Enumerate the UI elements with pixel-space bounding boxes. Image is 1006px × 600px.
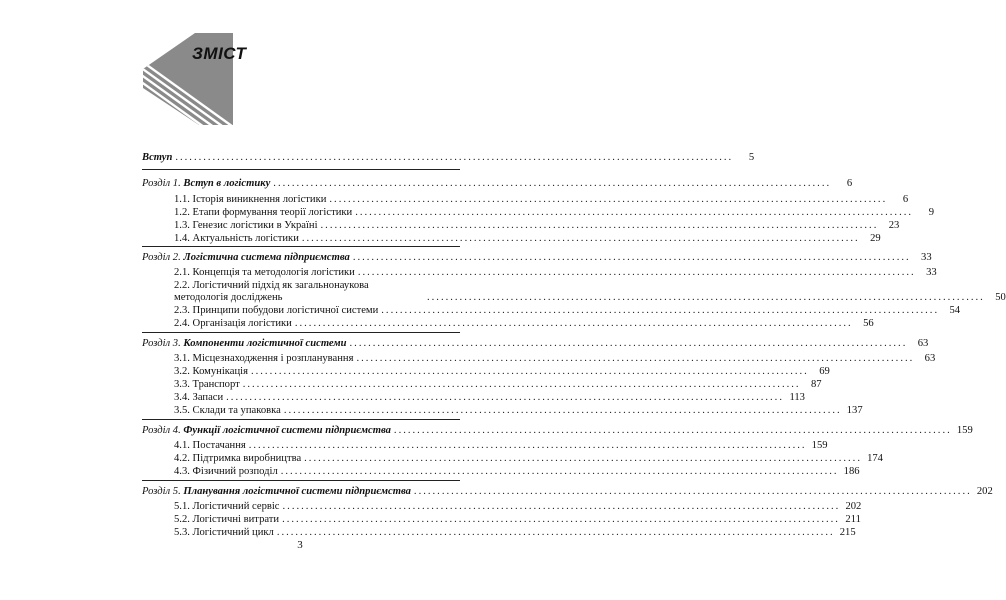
section-page: 137 — [846, 405, 863, 416]
section-page: 56 — [863, 318, 874, 329]
dot-leader: ........................................................................................................................ — [250, 366, 809, 377]
section-page: 215 — [839, 527, 856, 538]
dot-leader: ........................................................................................................................ — [273, 178, 832, 189]
chapter-page: 6 — [846, 178, 853, 189]
section-page: 63 — [924, 353, 936, 364]
toc-chapter-4[interactable] — [142, 425, 973, 437]
section-title: 1.2. Етапи формування теорії логістики — [174, 207, 353, 218]
dot-leader: ........................................................................................................................ — [282, 501, 841, 512]
dot-leader: ........................................................................................................................ — [226, 392, 784, 403]
section-title: 2.3. Принципи побудови логістичної системи — [174, 305, 379, 316]
section-page: 6 — [902, 194, 909, 205]
toc-section[interactable] — [174, 405, 863, 417]
dot-leader: ........................................................................................................................ — [175, 152, 734, 163]
chapter-title: Функції логістичної системи підприємства — [183, 425, 391, 436]
dot-leader: ........................................................................................................................ — [283, 405, 842, 416]
dot-leader: ........................................................................................................................ — [413, 486, 972, 497]
toc-section[interactable] — [174, 353, 936, 365]
intro-title: Вступ — [142, 152, 173, 163]
dot-leader: ........................................................................................................................ — [248, 440, 807, 451]
toc-section[interactable] — [174, 501, 862, 513]
chapter-label: Розділ 4. — [142, 425, 181, 436]
section-title: 1.1. Історія виникнення логістики — [174, 194, 327, 205]
dot-leader: ........................................................................................................................ — [276, 527, 835, 538]
section-page: 87 — [810, 379, 822, 390]
toc-intro-entry[interactable] — [142, 152, 755, 164]
section-title: 1.3. Генезис логістики в Україні — [174, 220, 318, 231]
dot-leader: ........................................................................................................................ — [393, 425, 952, 436]
toc-section[interactable] — [174, 366, 830, 378]
section-title: 5.3. Логістичний цикл — [174, 527, 274, 538]
toc-section[interactable] — [174, 440, 828, 452]
toc-section[interactable] — [174, 392, 805, 404]
section-page: 50 — [995, 292, 1006, 303]
section-page: 54 — [949, 305, 961, 316]
chapter-title: Логістична система підприємства — [183, 252, 350, 263]
dot-leader: ........................................................................................................................ — [357, 267, 916, 278]
section-page: 174 — [867, 453, 883, 464]
chapter-page: 33 — [921, 252, 932, 263]
chapter-label: Розділ 1. — [142, 178, 181, 189]
section-title: 4.2. Підтримка виробництва — [174, 453, 302, 464]
dot-leader: ........................................................................................................................ — [301, 233, 860, 244]
chapter-page: 159 — [956, 425, 973, 436]
dot-leader: ........................................................................................................................ — [320, 220, 879, 231]
section-title: 3.3. Транспорт — [174, 379, 240, 390]
section-page: 9 — [928, 207, 935, 218]
toc-section[interactable] — [174, 527, 856, 539]
section-title: 3.4. Запаси — [174, 392, 224, 403]
chapter-title: Планування логістичної системи підприємства — [183, 486, 411, 497]
dot-leader: ........................................................................................................................ — [329, 194, 888, 205]
section-title: 4.1. Постачання — [174, 440, 246, 451]
section-divider — [142, 169, 460, 170]
dot-leader: ........................................................................................................................ — [349, 338, 908, 349]
section-divider — [142, 480, 460, 481]
toc-chapter-3[interactable] — [142, 338, 929, 350]
chapter-label: Розділ 2. — [142, 252, 181, 263]
section-title: 1.4. Актуальність логістики — [174, 233, 299, 244]
section-page: 69 — [819, 366, 830, 377]
section-divider — [142, 246, 460, 247]
dot-leader: ........................................................................................................................ — [242, 379, 801, 390]
section-title: 2.2. Логістичний підхід як загальнонаукова методологія досліджень — [174, 280, 369, 303]
section-title: 2.4. Організація логістики — [174, 318, 292, 329]
section-page: 113 — [789, 392, 805, 403]
section-page: 202 — [845, 501, 862, 512]
section-page: 33 — [926, 267, 937, 278]
chapter-page: 63 — [917, 338, 929, 349]
toc-section[interactable] — [174, 220, 900, 232]
toc-heading: ЗМІСТ — [192, 44, 247, 63]
dot-leader: ........................................................................................................................ — [427, 292, 985, 303]
section-title: 3.2. Комунікація — [174, 366, 248, 377]
dot-leader: ........................................................................................................................ — [381, 305, 940, 316]
dot-leader: ........................................................................................................................ — [280, 466, 839, 477]
dot-leader: ........................................................................................................................ — [355, 207, 914, 218]
section-title: 3.5. Склади та упаковка — [174, 405, 281, 416]
section-title: 4.3. Фізичний розподіл — [174, 466, 278, 477]
chapter-label: Розділ 3. — [142, 338, 181, 349]
toc-chapter-1[interactable] — [142, 178, 853, 190]
dot-leader: ........................................................................................................................ — [282, 514, 840, 525]
toc-section[interactable] — [174, 207, 935, 219]
chapter-title: Компоненти логістичної системи — [183, 338, 347, 349]
toc-section[interactable] — [174, 453, 883, 465]
section-page: 23 — [888, 220, 900, 231]
toc-chapter-2[interactable] — [142, 252, 932, 264]
section-page: 29 — [870, 233, 881, 244]
section-page: 211 — [845, 514, 861, 525]
toc-section[interactable] — [174, 280, 1006, 304]
section-page: 159 — [811, 440, 828, 451]
section-title: 5.1. Логістичний сервіс — [174, 501, 280, 512]
toc-section[interactable] — [174, 233, 881, 245]
toc-section[interactable] — [174, 267, 937, 279]
dot-leader: ........................................................................................................................ — [352, 252, 911, 263]
dot-leader: ........................................................................................................................ — [356, 353, 915, 364]
dot-leader: ........................................................................................................................ — [304, 453, 862, 464]
section-page: 186 — [843, 466, 860, 477]
intro-page: 5 — [748, 152, 755, 163]
toc-section[interactable] — [174, 305, 961, 317]
section-title: 3.1. Місцезнаходження і розпланування — [174, 353, 354, 364]
chapter-title: Вступ в логістику — [183, 178, 271, 189]
section-divider — [142, 419, 460, 420]
page-number: 3 — [297, 539, 303, 551]
toc-section[interactable] — [174, 379, 822, 391]
toc-section[interactable] — [174, 514, 861, 526]
dot-leader: ........................................................................................................................ — [294, 318, 853, 329]
section-title: 2.1. Концепція та методологія логістики — [174, 267, 355, 278]
section-divider — [142, 332, 460, 333]
toc-section[interactable] — [174, 194, 909, 206]
toc-section[interactable] — [174, 466, 860, 478]
toc-section[interactable] — [174, 318, 874, 330]
chapter-page: 202 — [976, 486, 993, 497]
chapter-label: Розділ 5. — [142, 486, 181, 497]
toc-chapter-5[interactable] — [142, 486, 993, 498]
section-title: 5.2. Логістичні витрати — [174, 514, 280, 525]
